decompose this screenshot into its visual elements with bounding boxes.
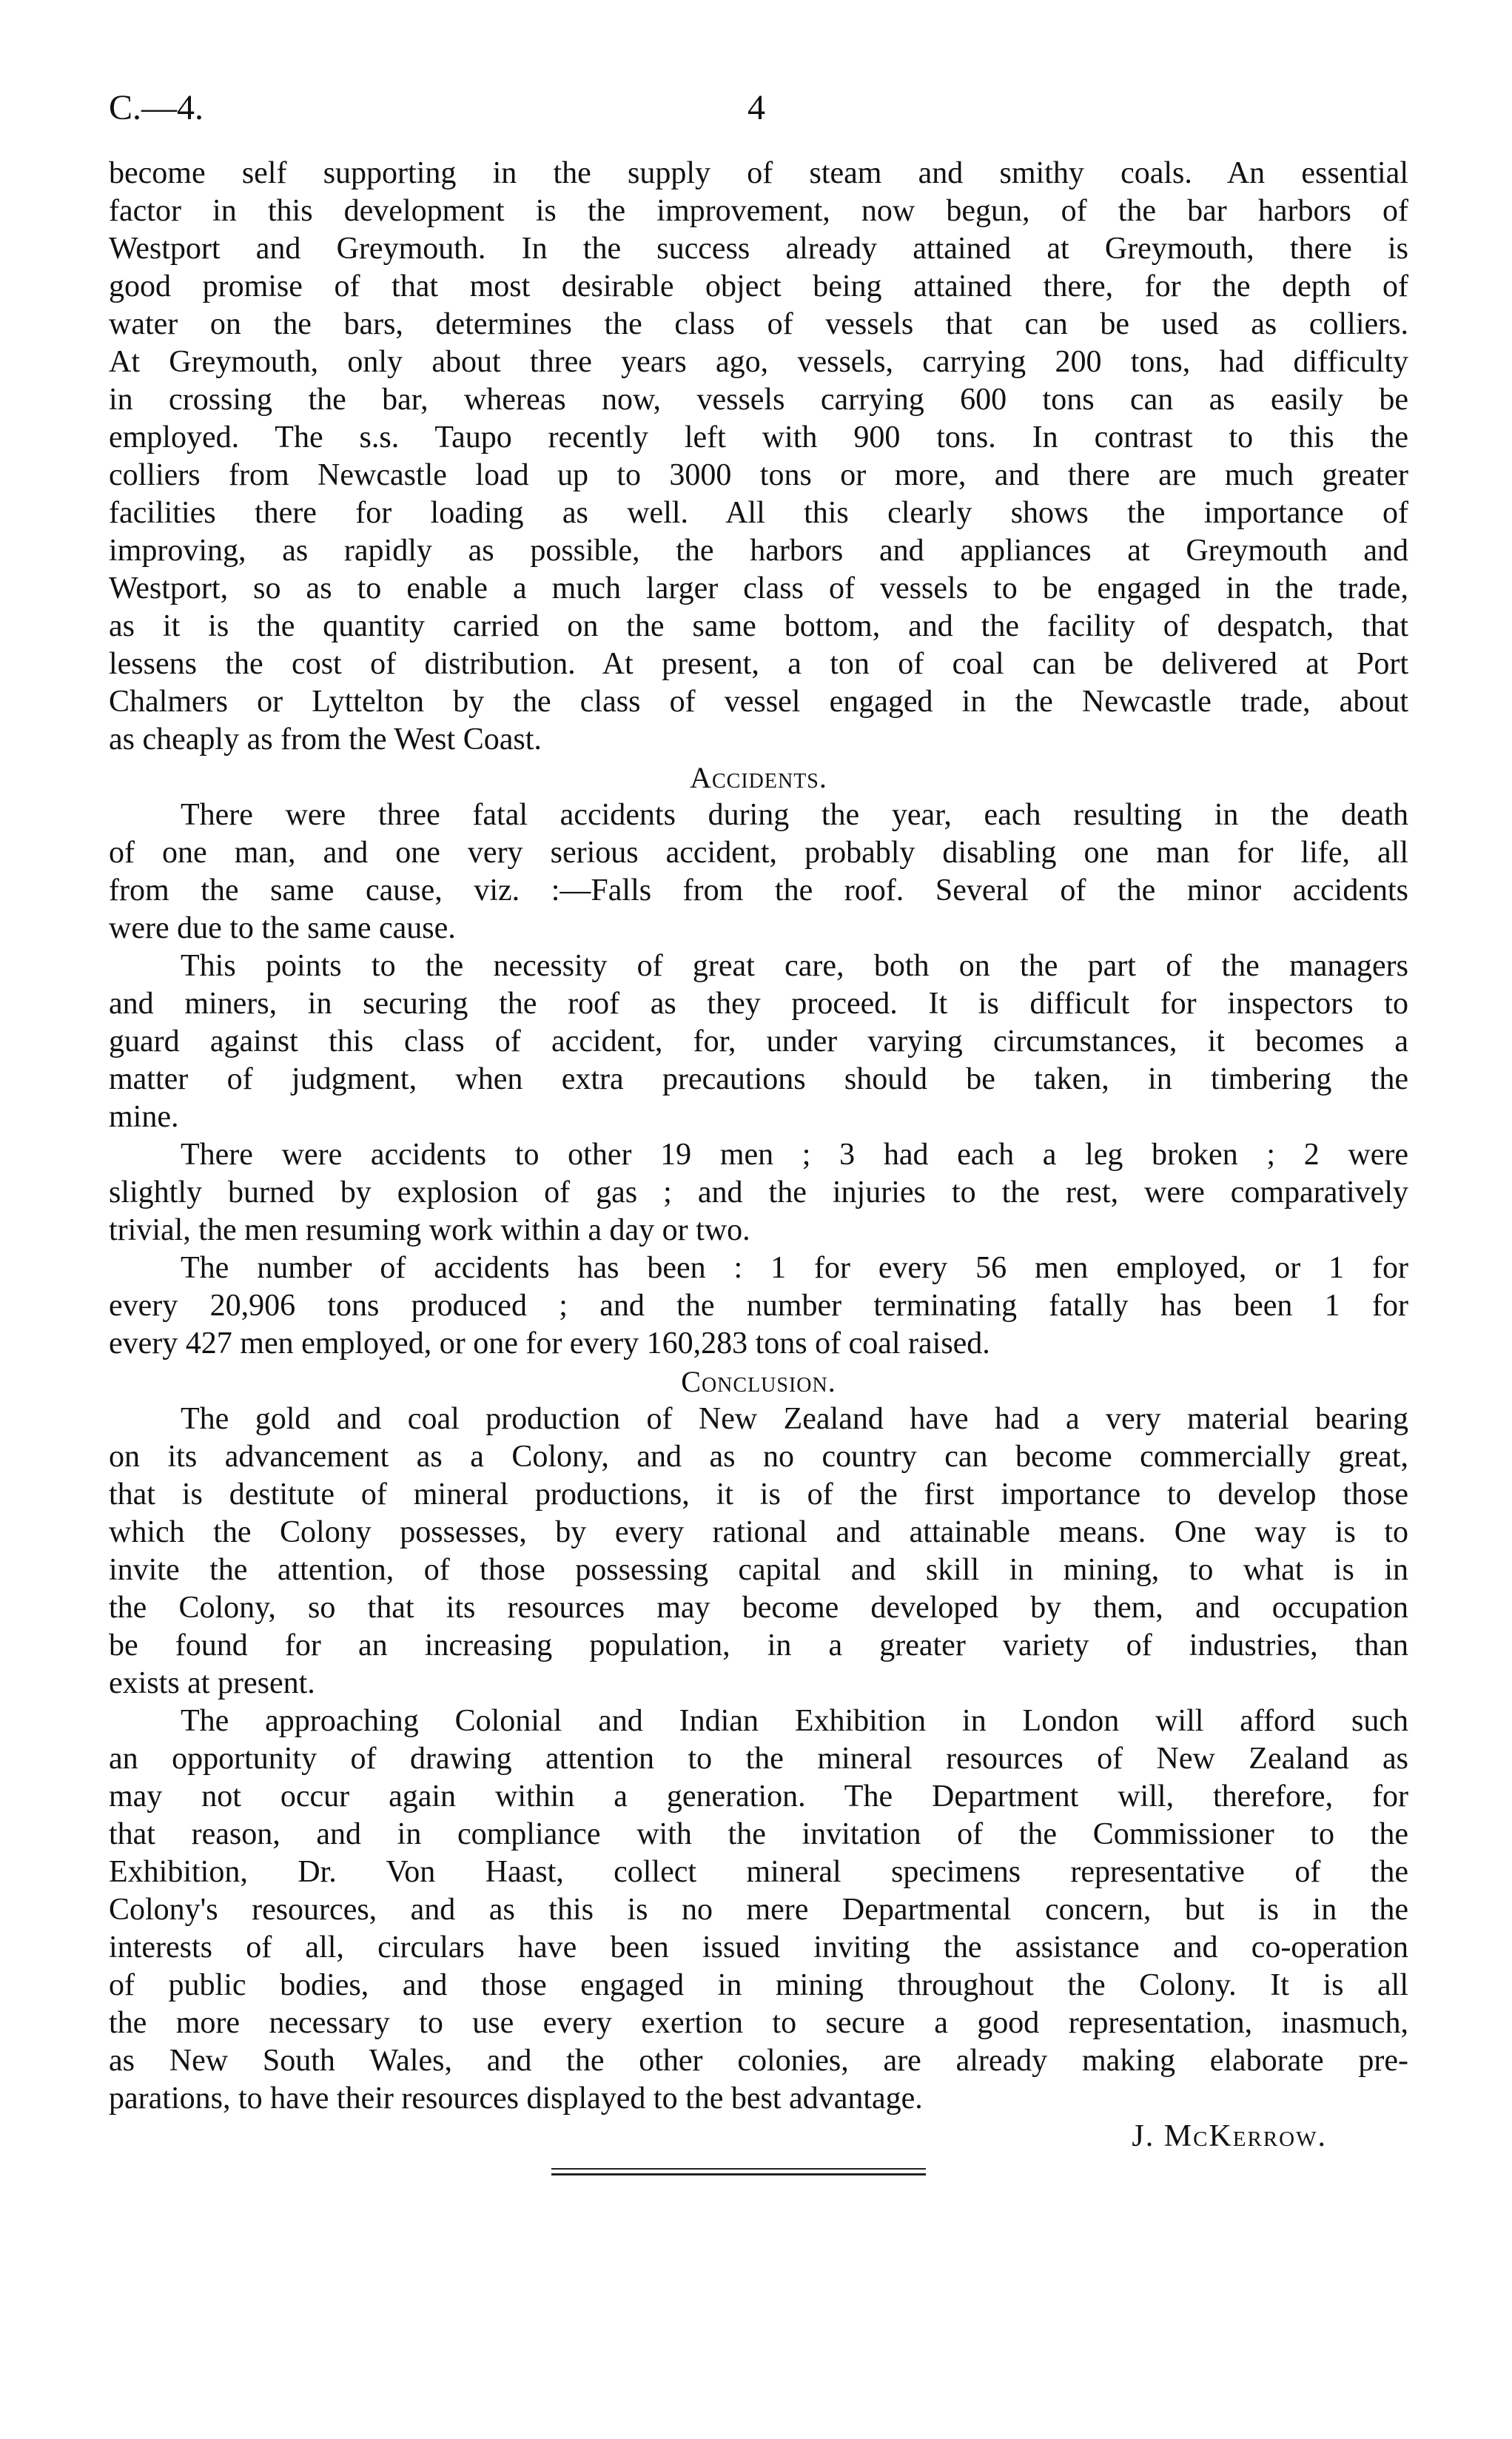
text-line: become self supporting in the supply of steam and smithy coals. An essential: [109, 156, 1408, 190]
text-line: which the Colony possesses, by every rational and attainable means. One way is to: [109, 1515, 1408, 1549]
paragraph: [109, 1136, 1408, 1249]
text-line: matter of judgment, when extra precautions should be taken, in timbering the: [109, 1062, 1408, 1096]
text-line: lessens the cost of distribution. At present, a ton of coal can be delivered at Port: [109, 647, 1408, 681]
text-line: as it is the quantity carried on the same bottom, and the facility of despatch, that: [109, 609, 1408, 643]
text-line: every 20,906 tons produced ; and the number terminating fatally has been 1 for: [109, 1289, 1408, 1323]
text-line: an opportunity of drawing attention to the mineral resources of New Zealand as: [109, 1742, 1408, 1776]
text-line: colliers from Newcastle load up to 3000 tons or more, and there are much greater: [109, 458, 1408, 492]
text-line: that is destitute of mineral productions, it is of the first importance to develop those: [109, 1477, 1408, 1512]
text-line: Westport, so as to enable a much larger class of vessels to be engaged in the trade,: [109, 571, 1408, 605]
text-line: slightly burned by explosion of gas ; and the injuries to the rest, were comparatively: [109, 1175, 1408, 1210]
section-heading: Accidents.: [690, 761, 827, 794]
text-line: The approaching Colonial and Indian Exhibition in London will afford such: [181, 1704, 1408, 1738]
text-line: that reason, and in compliance with the invitation of the Commissioner to the: [109, 1817, 1408, 1851]
section-heading: Conclusion.: [681, 1365, 836, 1398]
text-line: improving, as rapidly as possible, the harbors and appliances at Greymouth and: [109, 534, 1408, 568]
text-line: in crossing the bar, whereas now, vessels carrying 600 tons can as easily be: [109, 383, 1408, 417]
text-line: factor in this development is the improvement, now begun, of the bar harbors of: [109, 194, 1408, 228]
text-line: interests of all, circulars have been issued inviting the assistance and co-operation: [109, 1930, 1408, 1965]
text-line: employed. The s.s. Taupo recently left with 900 tons. In contrast to this the: [109, 420, 1408, 454]
paragraph: [109, 796, 1408, 947]
text-line: There were accidents to other 19 men ; 3 had each a leg broken ; 2 were: [181, 1138, 1408, 1172]
text-line: and miners, in securing the roof as they proceed. It is difficult for inspectors to: [109, 987, 1408, 1021]
text-line: At Greymouth, only about three years ago, vessels, carrying 200 tons, had difficulty: [109, 345, 1408, 379]
text-line: as cheaply as from the West Coast.: [109, 722, 542, 756]
closing-rule-bottom: [551, 2173, 926, 2175]
text-line: Westport and Greymouth. In the success already attained at Greymouth, there is: [109, 232, 1408, 266]
text-line: facilities there for loading as well. All this clearly shows the importance of: [109, 496, 1408, 530]
text-line: on its advancement as a Colony, and as no country can become commercially great,: [109, 1440, 1408, 1474]
paragraph: [109, 1400, 1408, 1702]
text-line: as New South Wales, and the other colonies, are already making elaborate pre-: [109, 2044, 1408, 2078]
signature: J. McKerrow.: [1132, 2119, 1327, 2153]
text-line: There were three fatal accidents during the year, each resulting in the death: [181, 798, 1408, 832]
text-line: guard against this class of accident, for, under varying circumstances, it becomes a: [109, 1024, 1408, 1059]
paragraph: [109, 1702, 1408, 2118]
text-line: Chalmers or Lyttelton by the class of vessel engaged in the Newcastle trade, about: [109, 685, 1408, 719]
text-line: may not occur again within a generation. The Department will, therefore, for: [109, 1779, 1408, 1814]
text-line: Exhibition, Dr. Von Haast, collect mineral specimens representative of the: [109, 1855, 1408, 1889]
document-reference: C.—4.: [109, 88, 204, 127]
text-line: This points to the necessity of great care, both on the part of the managers: [181, 949, 1408, 983]
closing-rule-top: [551, 2168, 926, 2170]
text-line: mine.: [109, 1100, 179, 1134]
text-line: invite the attention, of those possessing capital and skill in mining, to what is in: [109, 1553, 1408, 1587]
paragraph: [109, 1249, 1408, 1363]
page-number: 4: [747, 88, 765, 127]
text-line: trivial, the men resuming work within a day or two.: [109, 1213, 750, 1247]
text-line: good promise of that most desirable object being attained there, for the depth of: [109, 269, 1408, 303]
text-line: the more necessary to use every exertion to secure a good representation, inasmuch,: [109, 2006, 1408, 2040]
text-line: were due to the same cause.: [109, 911, 456, 945]
text-line: exists at present.: [109, 1666, 315, 1700]
text-line: Colony's resources, and as this is no mere Departmental concern, but is in the: [109, 1893, 1408, 1927]
text-line: of one man, and one very serious accident, probably disabling one man for life, all: [109, 836, 1408, 870]
text-line: from the same cause, viz. :—Falls from the roof. Several of the minor accidents: [109, 873, 1408, 908]
text-line: be found for an increasing population, in a greater variety of industries, than: [109, 1628, 1408, 1663]
text-line: parations, to have their resources displayed to the best advantage.: [109, 2081, 923, 2116]
text-line: water on the bars, determines the class of vessels that can be used as colliers.: [109, 307, 1408, 341]
paragraph: [109, 947, 1408, 1136]
text-line: of public bodies, and those engaged in mining throughout the Colony. It is all: [109, 1968, 1408, 2002]
text-line: The number of accidents has been : 1 for every 56 men employed, or 1 for: [181, 1251, 1408, 1285]
text-line: The gold and coal production of New Zealand have had a very material bearing: [181, 1402, 1408, 1436]
document-body: [109, 155, 1408, 2155]
text-line: the Colony, so that its resources may become developed by them, and occupation: [109, 1591, 1408, 1625]
paragraph: [109, 155, 1408, 759]
text-line: every 427 men employed, or one for every 160,283 tons of coal raised.: [109, 1326, 990, 1361]
